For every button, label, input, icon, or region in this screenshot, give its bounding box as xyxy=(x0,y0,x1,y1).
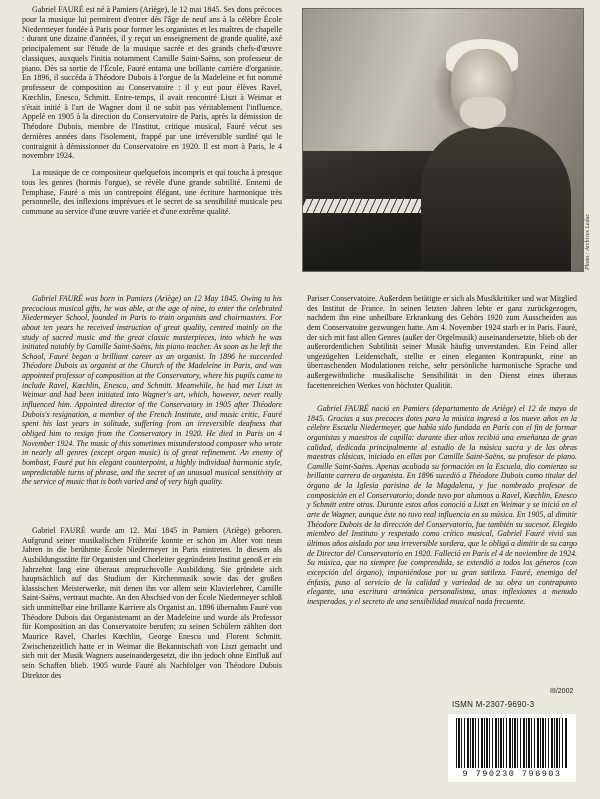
barcode-digits: 9 790230 796903 xyxy=(462,769,562,779)
french-paragraph-2: La musique de ce compositeur quelquefois incompris et qui toucha à presque tous les genres (hormis l'orgue), se révèle d'une grande subtilité. Ennemi de l'emphase, Fauré a mis un contrepoint élégant, une écriture harmonique très personnelle, des inflexions imprévues et le secret de sa sensibilité musicale peu commune au service d'une œuvre variée et d'une extrême qualité. xyxy=(22,168,282,216)
english-text xyxy=(22,294,282,494)
german-text-continued xyxy=(307,294,577,397)
french-paragraph-1: Gabriel FAURÉ est né à Pamiers (Ariège), le 12 mai 1845. Ses dons précoces pour la musique lui permirent d'entrer dès l'âge de neuf ans à la célèbre École Niedermeyer fondée à Paris pour former les organistes et les maîtres de chapelle : durant une dizaine d'années, il y reçut un enseignement de grande qualité, axé principalement sur l'étude de la musique sacrée et des grands chefs-d'œuvre classiques, auxquels l'initia notamment Camille Saint-Saëns, son professeur de piano. Dès sa sortie de l'École, Fauré entama une brillante carrière d'organiste. En 1896, il succéda à Théodore Dubois à l'orgue de la Madeleine et fut nommé professeur de composition au Conservatoire : il y eut pour élèves Ravel, Kœchlin, Enesco, Schmitt. Entre-temps, il avait rencontré Liszt à Weimar et s'était initié à l'art de Wagner dont il ne subit pas véritablement l'influence. Appelé en 1905 à la direction du Conservatoire de Paris, après la démission de Théodore Dubois, membre de l'Institut, critique musical, Fauré vécut ses dernières années dans l'isolement, frappé par une irréversible surdité qui le contraignit à démissionner du Conservatoire en 1920. Il est mort à Paris, le 4 novembre 1924. xyxy=(22,5,282,161)
ismn-number: ISMN M-2307-9690-3 xyxy=(452,700,535,709)
english-paragraph-1: Gabriel FAURÉ was born in Pamiers (Ariège) on 12 May 1845. Owing to his precocious musical gifts, he was able, at the age of nine, to enter the celebrated Niedermeyer School, founded in Paris to train organists and choirmasters. For about ten years he received instruction of great quality, centred mainly on the study of sacred music and the great classic masterpieces, into which he was initiated notably by Camille Saint-Saëns, his piano teacher. As soon as he left the School, Fauré began a brilliant career as an organist. In 1896 he succeeded Théodore Dubois as organist at the Church of the Madeleine in Paris, and was appointed professor of composition at the Conservatory, where his pupils came to include Ravel, Kœchlin, Enesco, and Schmitt. Meanwhile, he had met Liszt in Weimar and had been initiated into Wagner's art, which, however, never really influenced him. Appointed director of the Conservatory in 1905 after Théodore Dubois's resignation, a member of the French Institute, and music critic, Fauré spent his last years in solitude, suffering from an irreversible deafness that obliged him to resign from the Conservatory in 1920. He died in Paris on 4 November 1924. The music of this sometimes misunderstood composer who wrote in nearly all genres (except organ music) is of great refinement. An enemy of bombast, Fauré put his elegant counterpoint, a highly individual harmonic style, unpredictable turns of phrase, and the secret of an unusual musical sensitivity at the service of music that is both varied and of very high quality. xyxy=(22,294,282,487)
edition-code: III/2002 xyxy=(550,688,574,695)
photo-credit: Photo : Archives Leduc xyxy=(585,213,591,270)
german-text xyxy=(22,526,282,687)
faure-portrait-photo xyxy=(302,8,584,272)
german-paragraph-1: Gabriel FAURÉ wurde am 12. Mai 1845 in Pamiers (Ariège) geboren. Aufgrund seiner musikalischen Frühreife konnte er schon im Alter von neun Jahren in die berühmte École Niedermeyer in Paris eintreten. In diesem als Ausbildungsstätte für Organisten und Chorleiter gegründeten Institut genoß er ein Jahrzehnt lang eine überaus anspruchsvolle Ausbildung. Sie gründete sich hauptsächlich auf das Studium der Kirchenmusik sowie das der großen klassischen Meisterwerke, mit denen ihn vor allem sein Klavierlehrer, Camille Saint-Saëns, vertraut machte. An den Abschied von der École Niedermeyer schloß sich unmittelbar eine brillante Karriere als Organist an. 1896 übernahm Fauré von Théodore Dubois das Organistenamt an der Madeleine und wurde als Professor für Komposition an das Conservatoire berufen; zu seinen Schülern zählten dort Maurice Ravel, Charles Kœchlin, George Enescu und Florent Schmitt. Zwischenzeitlich hatte er in Weimar die Bekanntschaft von Liszt gemacht und sich mit der Musik Wagners auseinandergesetzt, die ihn jedoch ohne Einfluß auf sein Schaffen blieb. 1905 wurde Fauré als Nachfolger von Théodore Dubois Direktor des xyxy=(22,526,282,680)
barcode xyxy=(448,714,576,782)
barcode-bars xyxy=(456,718,568,768)
french-text xyxy=(22,5,282,224)
spanish-paragraph-1: Gabriel FAURÉ nació en Pamiers (departamento de Ariège) el 12 de mayo de 1845. Gracias a sus precoces dotes para la música ingresó a los nueve años en la célebre Escuela Niedermeyer, que había sido fundada en París con el fin de formar organistas y maestros de capilla: durante diez años recibió una enseñanza de gran calidad, dedicada principalmente al estudio de la música sacra y de las obras maestras clásicas, iniciado en ellas por Camille Saint-Saëns, su profesor de piano. Camille Saint-Saëns. Apenas acabada su formación en la Escuela, dio comienzo su brillante carrera de organista. En 1896 sucedió a Théodore Dubois como titular del órgano de la Iglesia parisina de la Magdalena, y fue nombrado profesor de composición en el Conservatorio, donde tuvo por alumnos a Ravel, Kœchlin, Enesco y Schmitt entre otros. Durante estos años conoció a Liszt en Weimar y se inició en el arte de Wagner, aunque éste no tuvo real influencia en su música. En 1905, al dimitir Théodore Dubois de la dirección del Conservatorio, fue también su sucesor. Elegido miembro del Instituto y respetado como crítico musical, Gabriel Fauré vivió sus últimos años aislado por una irreversible sordera, que le obligó a dimitir de su cargo de Director del Conservatorio en 1920. Falleció en París el 4 de noviembre de 1924. Su música, que no siempre fue comprendida, se extendió a todos los géneros (con excepción del órgano), imponiéndose por su gran sutileza. Fauré, enemigo del énfasis, puso al servicio de la calidad y variedad de su obra un contrapunto elegante, una escritura armónica personalísima, unas inflexiones a menudo inesperadas, y el secreto de una sensibilidad musical nada frecuente. xyxy=(307,404,577,606)
spanish-text xyxy=(307,404,577,613)
figure-body xyxy=(421,127,571,272)
german-continuation: Pariser Conservatoire. Außerdem betätigte er sich als Musikkritiker und war Mitglied des Institut de France. In seinen letzten Jahren lebte er ganz zurückgezogen, nachdem ihn eine unheilbare Erkrankung des Gehörs 1920 zum Ausscheiden aus dem Conservatoire gezwungen hatte. Am 4. November 1924 starb er in Paris. Fauré, der sich mit fast allen Genres (außer der Orgelmusik) auseinandersetzte, blieb ob der außerordentlichen Subtilität seiner Musik häufig unverstanden. Ein Feind aller ungezügelten Leidenschaft, stellte er einen eleganten Kontrapunkt, eine an überraschenden Modulationen reiche, sehr persönliche harmonische Sprache und außergewöhnliche musikalische Sensibilität in den Dienst eines überaus facettenreichen Werkes von höchster Qualität. xyxy=(307,294,577,390)
figure-beard xyxy=(460,97,506,129)
